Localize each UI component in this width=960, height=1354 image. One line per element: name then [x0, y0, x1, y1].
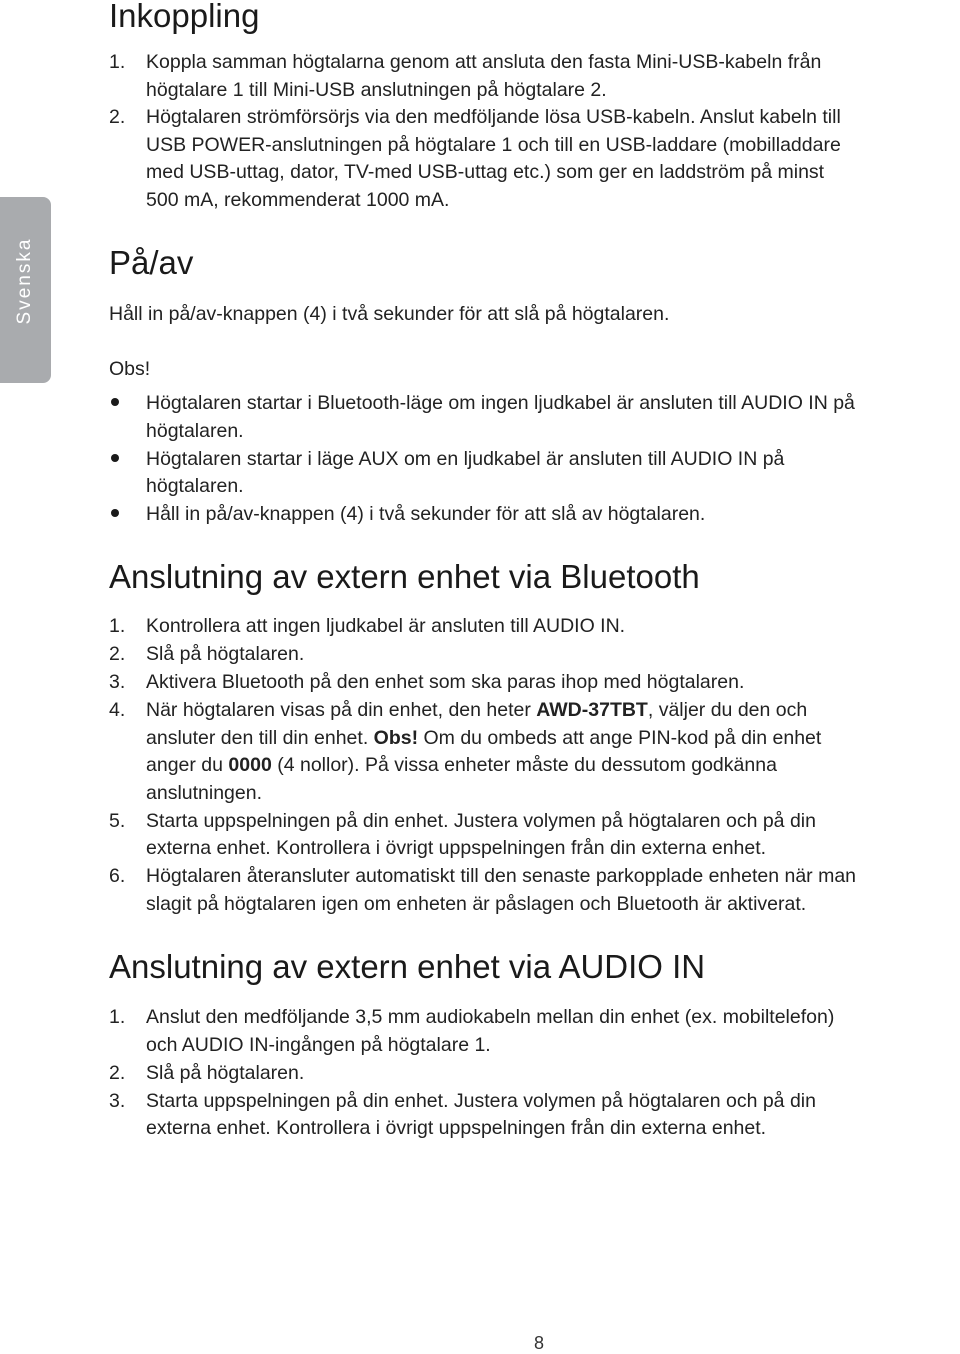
paav-bullet-3-line-1: Håll in på/av-knappen (4) i två sekunder för att slå av högtalaren. — [146, 503, 706, 525]
bluetooth-item-1-line-1: Kontrollera att ingen ljudkabel är ansluten till AUDIO IN. — [146, 615, 626, 637]
bluetooth-item-5-line-2: externa enhet. Kontrollera i övrigt uppspelningen från din externa enhet. — [146, 837, 767, 859]
audio-in-item-3-line-2: externa enhet. Kontrollera i övrigt uppspelningen från din externa enhet. — [146, 1117, 767, 1139]
paav-bullet-1-line-1: Högtalaren startar i Bluetooth-läge om ingen ljudkabel är ansluten till AUDIO IN på — [146, 392, 855, 414]
audio-in-item-1-number: 1. — [109, 1006, 126, 1028]
inkoppling-item-1-line-2: högtalare 1 till Mini-USB anslutningen på högtalare 2. — [146, 79, 607, 101]
inkoppling-item-2-line-3: med USB-uttag, dator, TV-med USB-uttag etc.) som ger en laddström på minst — [146, 161, 825, 183]
paav-bullet-1-line-2: högtalaren. — [146, 420, 244, 442]
audio-in-item-3-line-1: Starta uppspelningen på din enhet. Justera volymen på högtalaren och på din — [146, 1090, 816, 1112]
bluetooth-item-6-line-2: slagit på högtalaren igen om enheten är påslagen och Bluetooth är aktiverat. — [146, 893, 807, 915]
paav-instruction: Håll in på/av-knappen (4) i två sekunder för att slå på högtalaren. — [109, 303, 670, 325]
audio-in-item-1-line-1: Anslut den medföljande 3,5 mm audiokabeln mellan din enhet (ex. mobiltelefon) — [146, 1006, 835, 1028]
inkoppling-item-2-number: 2. — [109, 106, 126, 128]
bluetooth-item-4-text-b: , väljer du den och — [647, 699, 808, 721]
inkoppling-item-1-line-1: Koppla samman högtalarna genom att ansluta den fasta Mini-USB-kabeln från — [146, 51, 822, 73]
page-number: 8 — [533, 1333, 544, 1353]
heading-bluetooth: Anslutning av extern enhet via Bluetooth — [109, 558, 700, 595]
bluetooth-item-4-text-c: ansluter den till din enhet. — [146, 727, 374, 749]
bluetooth-item-4-line-2 — [146, 724, 821, 752]
bullet-dot — [111, 398, 119, 406]
audio-in-item-1-line-2: och AUDIO IN-ingången på högtalare 1. — [146, 1034, 491, 1056]
audio-in-item-3-number: 3. — [109, 1090, 126, 1112]
bluetooth-item-2-number: 2. — [109, 643, 126, 665]
bluetooth-item-4-text-a: När högtalaren visas på din enhet, den heter — [146, 699, 537, 721]
bluetooth-item-4-line-1 — [146, 696, 807, 724]
bluetooth-item-6-number: 6. — [109, 865, 126, 887]
paav-note-label: Obs! — [109, 358, 151, 380]
heading-inkoppling: Inkoppling — [109, 0, 260, 34]
bluetooth-item-2-line-1: Slå på högtalaren. — [146, 643, 305, 665]
bluetooth-item-3-line-1: Aktivera Bluetooth på den enhet som ska paras ihop med högtalaren. — [146, 671, 745, 693]
inkoppling-item-1-number: 1. — [109, 51, 126, 73]
pin-code: 0000 — [228, 754, 272, 776]
inkoppling-item-2-line-2: USB POWER-anslutningen på högtalare 1 och till en USB-laddare (mobilladdare — [146, 134, 841, 156]
bullet-dot — [111, 454, 119, 462]
audio-in-item-2-line-1: Slå på högtalaren. — [146, 1062, 305, 1084]
heading-paav: På/av — [109, 244, 194, 281]
bluetooth-item-4-text-f: (4 nollor). På vissa enheter måste du dessutom godkänna — [271, 754, 777, 776]
paav-bullet-2-line-1: Högtalaren startar i läge AUX om en ljudkabel är ansluten till AUDIO IN på — [146, 448, 785, 470]
bluetooth-item-4-text-e: anger du — [146, 754, 229, 776]
inkoppling-item-2-line-4: 500 mA, rekommenderat 1000 mA. — [146, 189, 450, 211]
bluetooth-item-4-number: 4. — [109, 699, 126, 721]
bluetooth-item-3-number: 3. — [109, 671, 126, 693]
bullet-dot — [111, 509, 119, 517]
bluetooth-item-4-line-4: anslutningen. — [146, 782, 263, 804]
language-tab-label: Svenska — [14, 237, 35, 325]
paav-bullet-2-line-2: högtalaren. — [146, 475, 244, 497]
bluetooth-item-6-line-1: Högtalaren återansluter automatiskt till den senaste parkopplade enheten när man — [146, 865, 857, 887]
model-name: AWD-37TBT — [536, 699, 648, 721]
bluetooth-item-5-number: 5. — [109, 810, 126, 832]
bluetooth-item-5-line-1: Starta uppspelningen på din enhet. Justera volymen på högtalaren och på din — [146, 810, 816, 832]
heading-audio-in: Anslutning av extern enhet via AUDIO IN — [109, 948, 706, 985]
inkoppling-item-2-line-1: Högtalaren strömförsörjs via den medföljande lösa USB-kabeln. Anslut kabeln till — [146, 106, 841, 128]
bluetooth-item-4-line-3 — [146, 751, 777, 779]
bluetooth-item-1-number: 1. — [109, 615, 126, 637]
obs-label: Obs! — [373, 727, 419, 749]
bluetooth-item-4-text-d: Om du ombeds att ange PIN-kod på din enhet — [418, 727, 822, 749]
audio-in-item-2-number: 2. — [109, 1062, 126, 1084]
